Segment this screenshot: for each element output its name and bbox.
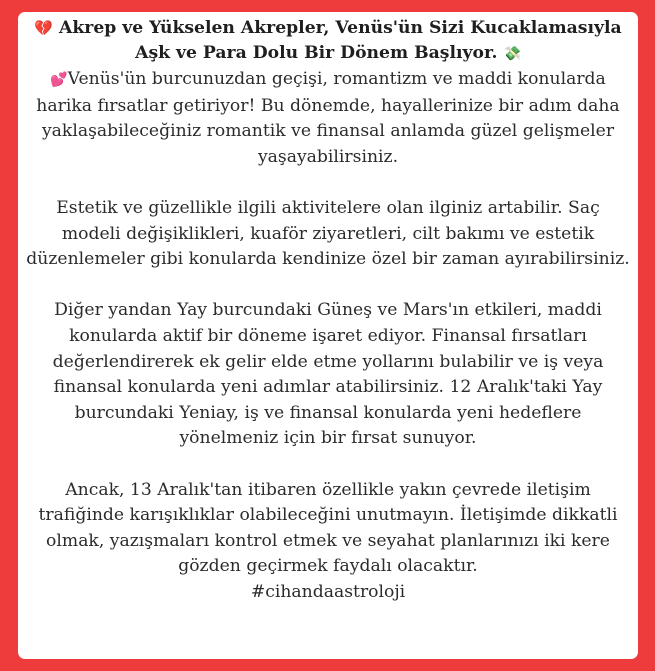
paragraph-3: Diğer yandan Yay burcundaki Güneş ve Mars'ın etkileri, maddi konularda aktif bir döneme işaret ediyor. Finansal fırsatları değerlendirerek ek gelir elde etme yollarını bulabilir ve iş veya finansal konularda yeni adımlar atabilirsiniz. 12 Aralık'taki Yay burcundaki Yeniay, iş ve finansal konularda yeni hedeflere yönelmeniz için bir fırsat sunuyor. (52, 300, 604, 449)
paragraph-2: Estetik ve güzellikle ilgili aktivitelere olan ilginiz artabilir. Saç modeli değişiklikleri, kuaför ziyaretleri, cilt bakımı ve estetik düzenlemeler gibi konularda kendinize özel bir zaman ayırabilirsiniz. (26, 197, 630, 270)
post-title-text: Akrep ve Yükselen Akrepler, Venüs'ün Sizi Kucaklamasıyla Aşk ve Para Dolu Bir Dönem Başlıyor. (59, 18, 622, 63)
broken-heart-icon: 💔 (34, 19, 54, 37)
spacer (26, 452, 630, 478)
spacer (26, 170, 630, 196)
paragraph-1-text: Venüs'ün burcunuzdan geçişi, romantizm ve maddi konularda harika fırsatlar getiriyor! Bu dönemde, hayallerinize bir adım daha yaklaşabileceğiniz romantik ve finansal anlamda güzel gelişmeler yaşayabilirsiniz. (36, 69, 620, 167)
paragraph-4: Ancak, 13 Aralık'tan itibaren özellikle yakın çevrede iletişim trafiğinde karışıklıklar olabileceğini unutmayın. İletişimde dikkatli olmak, yazışmaları kontrol etmek ve seyahat planlarınızı iki kere gözden geçirmek faydalı olacaktır. (38, 479, 618, 577)
post-title (26, 16, 630, 67)
spacer (26, 273, 630, 299)
money-with-wings-icon: 💸 (503, 46, 521, 62)
hashtag[interactable]: #cihandaastroloji (250, 581, 406, 602)
two-hearts-icon: 💕 (50, 72, 68, 88)
paragraph-intro (26, 67, 630, 170)
post-card (18, 12, 638, 659)
